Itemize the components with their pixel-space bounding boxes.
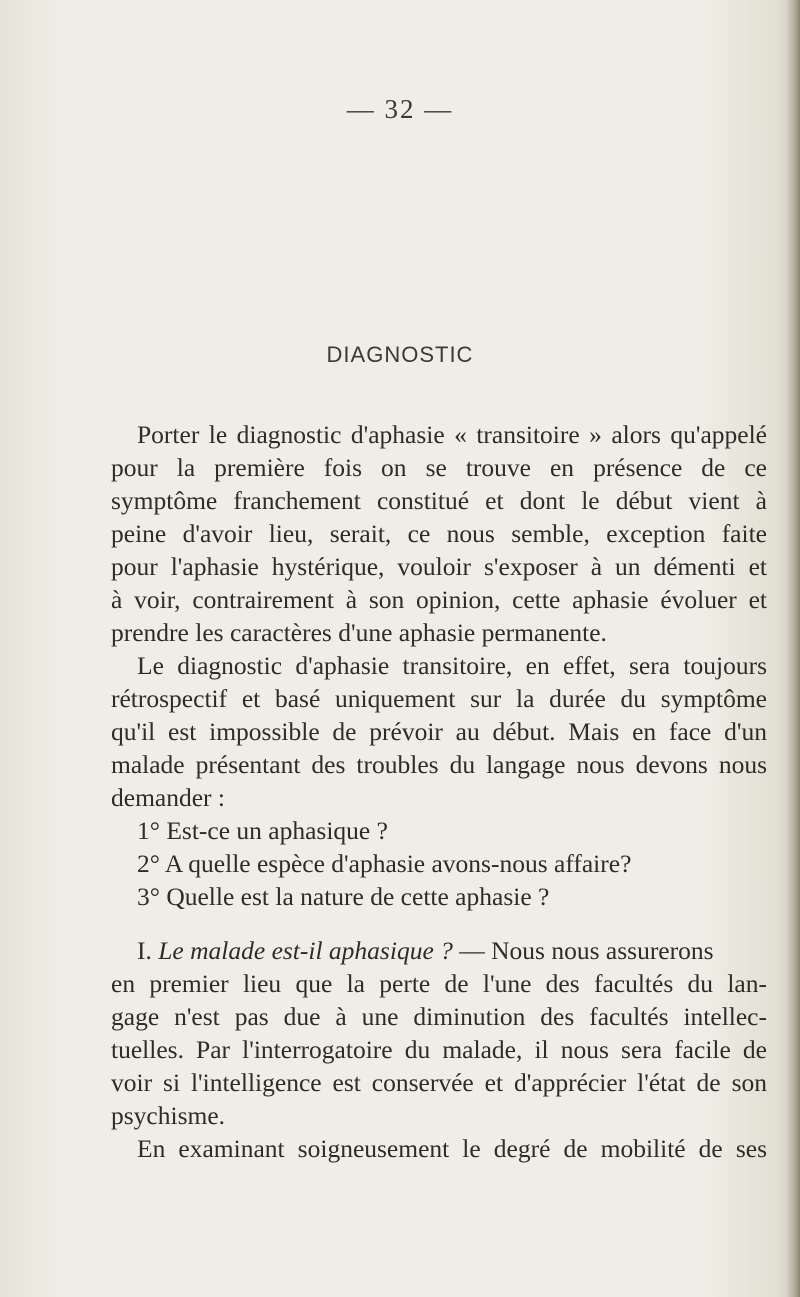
section-heading: DIAGNOSTIC bbox=[326, 342, 474, 367]
question-2: 2° A quelle espèce d'aphasie avons-nous affaire? bbox=[137, 849, 632, 878]
text-line: En examinant soigneusement le degré de mobilité de ses bbox=[137, 1134, 767, 1163]
text-line: gage n'est pas due à une diminution des facultés intellec- bbox=[111, 1002, 767, 1031]
text-line: qu'il est impossible de prévoir au début. Mais en face d'un bbox=[111, 717, 767, 746]
section-1-dash: — Nous nous assurerons bbox=[452, 936, 714, 965]
section-1-number: I. bbox=[137, 936, 152, 965]
text-line: Porter le diagnostic d'aphasie « transitoire » alors qu'appelé bbox=[137, 420, 767, 449]
text-line: pour l'aphasie hystérique, vouloir s'exposer à un démenti et bbox=[111, 552, 767, 581]
question-1: 1° Est-ce un aphasique ? bbox=[137, 816, 388, 845]
text-line: à voir, contrairement à son opinion, cette aphasie évoluer et bbox=[111, 585, 767, 614]
text-line: voir si l'intelligence est conservée et d'apprécier l'état de son bbox=[111, 1068, 767, 1097]
text-line: symptôme franchement constitué et dont le début vient à bbox=[111, 486, 767, 515]
question-3: 3° Quelle est la nature de cette aphasie ? bbox=[137, 882, 550, 911]
text-line: en premier lieu que la perte de l'une des facultés du lan- bbox=[111, 969, 767, 998]
page-number: — 32 — bbox=[346, 94, 454, 124]
text-line: malade présentant des troubles du langage nous devons nous bbox=[111, 750, 767, 779]
text-line: pour la première fois on se trouve en présence de ce bbox=[111, 453, 767, 482]
text-line: demander : bbox=[111, 783, 225, 812]
section-1-title: Le malade est-il aphasique ? bbox=[158, 936, 453, 965]
text-line: tuelles. Par l'interrogatoire du malade, il nous sera facile de bbox=[111, 1035, 767, 1064]
text-line: rétrospectif et basé uniquement sur la durée du symptôme bbox=[111, 684, 767, 713]
text-line: Le diagnostic d'aphasie transitoire, en effet, sera toujours bbox=[137, 651, 767, 680]
text-line: peine d'avoir lieu, serait, ce nous semble, exception faite bbox=[111, 519, 767, 548]
page-edge-shadow bbox=[786, 0, 800, 1297]
section-1-title-line bbox=[137, 935, 714, 967]
text-line: prendre les caractères d'une aphasie permanente. bbox=[111, 618, 607, 647]
text-line: psychisme. bbox=[111, 1101, 226, 1130]
